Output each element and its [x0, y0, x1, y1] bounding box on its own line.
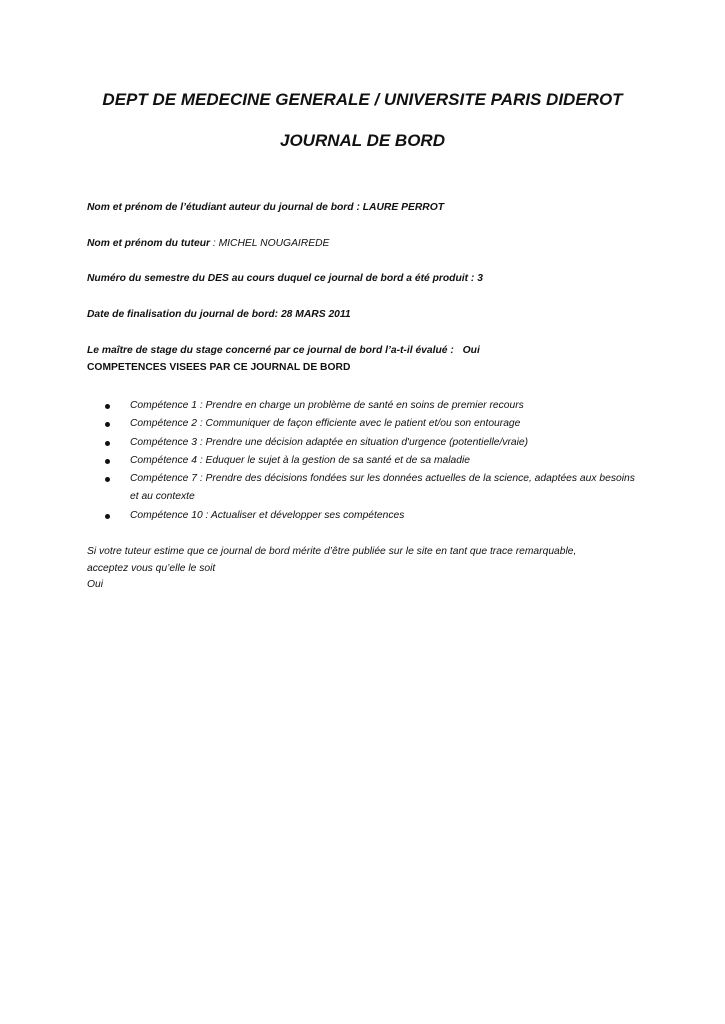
date-label: Date de finalisation du journal de bord:	[87, 309, 279, 320]
tutor-value: : MICHEL NOUGAIREDE	[212, 238, 330, 249]
competences-heading: COMPETENCES VISEES PAR CE JOURNAL DE BORD	[87, 362, 351, 373]
competence-text: Compétence 1 : Prendre en charge un problème de santé en soins de premier recours	[130, 400, 524, 411]
competence-text: Compétence 10 : Actualiser et développer ses compétences	[130, 509, 405, 521]
student-label: Nom et prénom de l’étudiant auteur du journal de bord :	[87, 202, 360, 213]
list-item	[103, 434, 643, 452]
question-line-2: acceptez vous qu’elle le soit	[87, 562, 216, 574]
competences-list	[103, 397, 643, 525]
evaluated-value: Oui	[462, 345, 480, 356]
bullet-icon	[105, 404, 110, 409]
competence-text: Compétence 7 : Prendre des décisions fondées sur les données actuelles de la science, adaptées aux besoins et au contexte	[130, 473, 635, 503]
student-value: LAURE PERROT	[362, 202, 444, 213]
evaluated-field	[87, 345, 647, 356]
student-field	[87, 202, 647, 213]
bullet-icon	[105, 514, 110, 519]
question-line-1: Si votre tuteur estime que ce journal de bord mérite d’être publiée sur le site en tant que trace remarquable,	[87, 546, 577, 557]
evaluated-label: Le maître de stage du stage concerné par ce journal de bord l’a-t-il évalué :	[87, 345, 454, 356]
semester-value: 3	[477, 273, 483, 284]
list-item	[103, 470, 643, 507]
tutor-label: Nom et prénom du tuteur	[87, 238, 210, 249]
publication-question	[87, 544, 647, 594]
department-title: DEPT DE MEDECINE GENERALE / UNIVERSITE PARIS DIDEROT	[102, 90, 623, 109]
competence-text: Compétence 2 : Communiquer de façon efficiente avec le patient et/ou son entourage	[130, 418, 521, 430]
date-value: 28 MARS 2011	[280, 309, 351, 320]
publication-answer: Oui	[87, 579, 104, 590]
competence-text: Compétence 3 : Prendre une décision adaptée en situation d'urgence (potentielle/vraie)	[130, 436, 529, 448]
list-item	[103, 397, 643, 415]
bullet-icon	[105, 441, 110, 446]
list-item	[103, 452, 643, 470]
list-item	[103, 507, 643, 525]
bullet-icon	[105, 422, 110, 427]
tutor-field	[87, 238, 647, 249]
date-field	[87, 309, 647, 320]
document-title: JOURNAL DE BORD	[280, 131, 445, 150]
list-item	[103, 415, 643, 433]
semester-label: Numéro du semestre du DES au cours duquel ce journal de bord a été produit :	[87, 273, 475, 284]
competence-text: Compétence 4 : Eduquer le sujet à la gestion de sa santé et de sa maladie	[130, 454, 471, 466]
bullet-icon	[105, 459, 110, 464]
bullet-icon	[105, 477, 110, 482]
semester-field	[87, 273, 647, 284]
